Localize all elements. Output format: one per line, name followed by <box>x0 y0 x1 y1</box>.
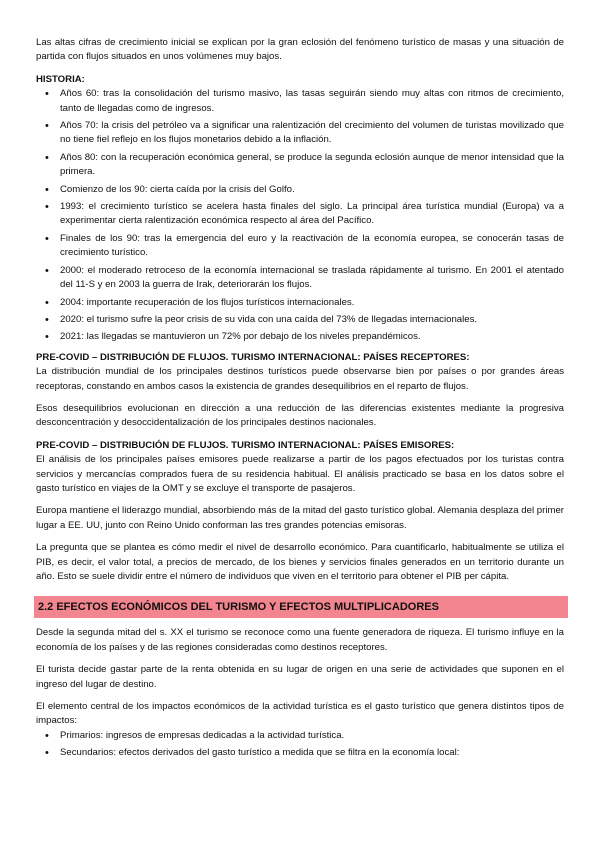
emisores-paragraph-1: El análisis de los principales países emisores puede realizarse a partir de los pagos efectuados por los turistas contra servicios y mercancías comprados fuera de su residencia habitual. El análisis practicado se basa en los datos sobre el gasto turístico en viajes de la OMT y se excluye el transporte de pasajeros. <box>36 454 564 494</box>
document-page <box>36 36 564 767</box>
list-item: • 2020: el turismo sufre la peor crisis de su vida con una caída del 73% de llegadas internacionales. <box>60 313 564 327</box>
efectos-paragraph-2: El turista decide gastar parte de la renta obtenida en su lugar de origen en una serie de actividades que suponen en el ingreso del lugar de destino. <box>36 664 564 690</box>
receptores-paragraph-2: Esos desequilibrios evolucionan en dirección a una reducción de las diferencias existentes mediante la progresiva desconcentración y desoccidentalización de los principales destinos nacionales. <box>36 402 564 429</box>
list-item: • Secundarios: efectos derivados del gasto turístico a medida que se filtra en la economía local: <box>60 746 564 760</box>
emisores-heading: PRE-COVID – DISTRIBUCIÓN DE FLUJOS. TURISMO INTERNACIONAL: PAÍSES EMISORES: <box>36 439 455 451</box>
list-item: • 1993: el crecimiento turístico se acelera hasta finales del siglo. La principal área turística mundial (Europa) va a experimentar cierta ralentización económica respecto al área del Pacífico. <box>60 200 564 229</box>
list-item: • Años 70: la crisis del petróleo va a significar una ralentización del crecimiento del volumen de turistas movilizado que no tiene fiel reflejo en los flujos monetarios debido a la inflación. <box>60 119 564 148</box>
list-item: • 2000: el moderado retroceso de la economía internacional se traslada rápidamente al turismo. En 2001 el atentado del 11-S y en 2003 la guerra de Irak, deteriorarán los flujos. <box>60 264 564 293</box>
emisores-paragraph-3: La pregunta que se plantea es cómo medir el nivel de desarrollo económico. Para cuantificarlo, habitualmente se utiliza el PIB, es decir, el valor total, a precios de mercado, de los bienes y servicios finales generados en un territorio durante un año. Esto se suele dividir entre el número de individuos que viven en el territorio para obtener el PIB per cápita. <box>36 542 564 582</box>
historia-heading: HISTORIA: <box>36 73 85 85</box>
list-item: • 2021: las llegadas se mantuvieron un 72% por debajo de los niveles prepandémicos. <box>60 330 564 344</box>
efectos-list <box>36 729 564 761</box>
list-item: • Comienzo de los 90: cierta caída por la crisis del Golfo. <box>60 183 564 197</box>
list-item: • Finales de los 90: tras la emergencia del euro y la reactivación de la economía europea, se conocerán tasas de crecimiento turístico. <box>60 232 564 261</box>
section-heading: 2.2 EFECTOS ECONÓMICOS DEL TURISMO Y EFECTOS MULTIPLICADORES <box>34 596 568 618</box>
list-item: • Primarios: ingresos de empresas dedicadas a la actividad turística. <box>60 729 564 743</box>
list-item: • 2004: importante recuperación de los flujos turísticos internacionales. <box>60 296 564 310</box>
efectos-paragraph-3: El elemento central de los impactos económicos de la actividad turística es el gasto turístico que genera distintos tipos de impactos: <box>36 701 564 727</box>
emisores-paragraph-2: Europa mantiene el liderazgo mundial, absorbiendo más de la mitad del gasto turístico global. Alemania desplaza del primer lugar a EE. UU, junto con Reino Unido conforman las tres grandes potencias emisoras. <box>36 505 564 531</box>
list-item: • Años 60: tras la consolidación del turismo masivo, las tasas seguirán siendo muy altas con ritmos de crecimiento, tanto de llegadas como de ingresos. <box>60 87 564 116</box>
list-item: • Años 80: con la recuperación económica general, se produce la segunda eclosión aunque de menor intensidad que la primera. <box>60 151 564 180</box>
receptores-heading: PRE-COVID – DISTRIBUCIÓN DE FLUJOS. TURISMO INTERNACIONAL: PAÍSES RECEPTORES: <box>36 351 470 363</box>
historia-list <box>36 87 564 345</box>
receptores-paragraph-1: La distribución mundial de los principales destinos turísticos puede observarse bien por países o por grandes áreas receptoras, constando en ambos casos la existencia de grandes desequilibrios en el reparto de flujos. <box>36 366 564 392</box>
intro-paragraph: Las altas cifras de crecimiento inicial se explican por la gran eclosión del fenómeno turístico de masas y una situación de partida con flujos situados en unos volúmenes muy bajos. <box>36 37 564 63</box>
efectos-paragraph-1: Desde la segunda mitad del s. XX el turismo se reconoce como una fuente generadora de riqueza. El turismo influye en la economía de los países y de las regiones consideradas como destinos receptores. <box>36 627 564 653</box>
